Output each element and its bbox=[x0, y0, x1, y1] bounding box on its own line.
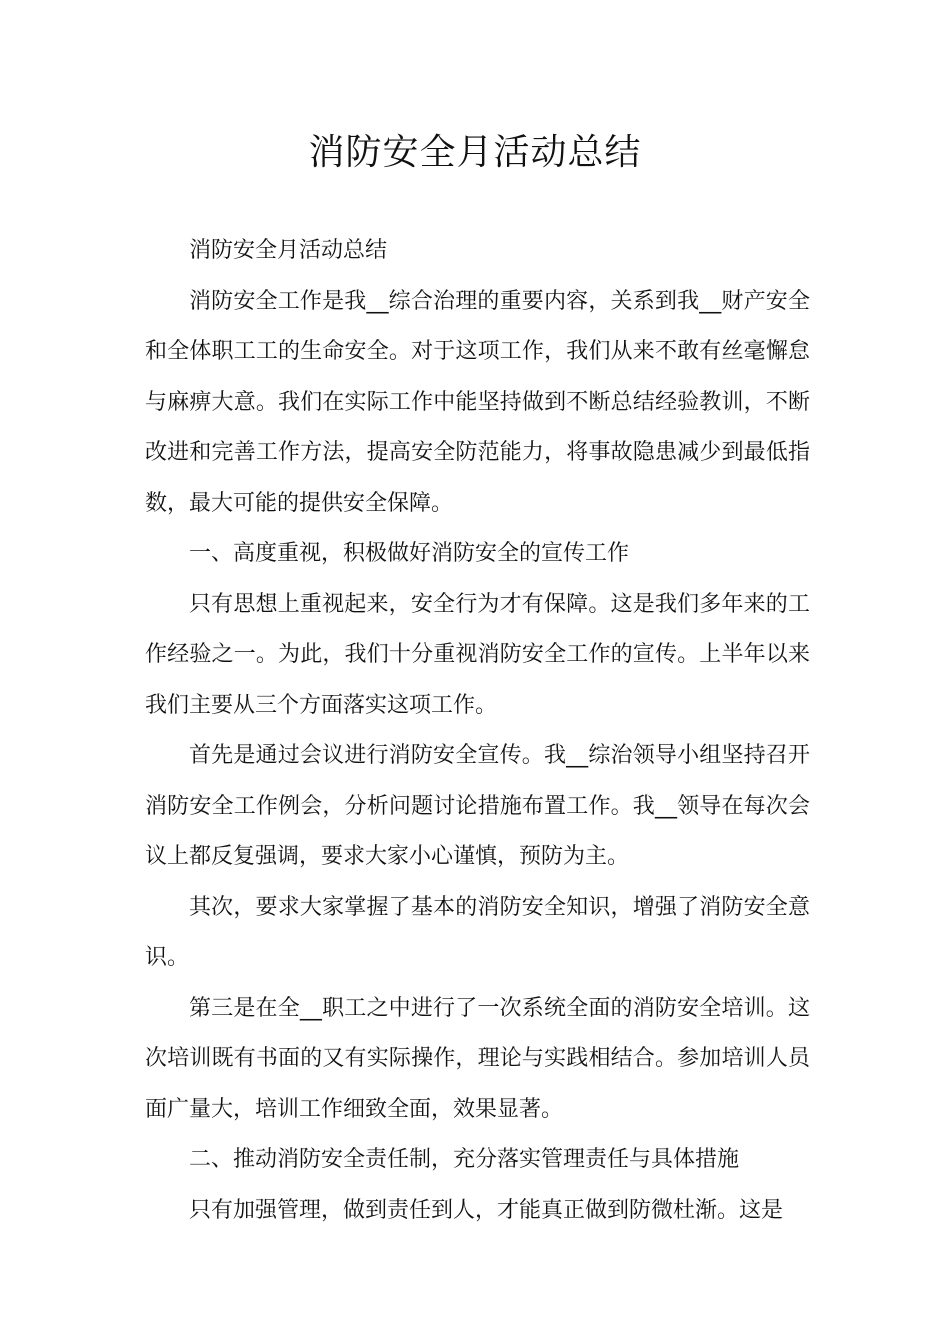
paragraph: 第三是在全__职工之中进行了一次系统全面的消防安全培训。这次培训既有书面的又有实际操作，理论与实践相结合。参加培训人员面广量大，培训工作细致全面，效果显著。 bbox=[145, 995, 810, 1122]
paragraph-intro: 消防安全工作是我__综合治理的重要内容，关系到我__财产安全和全体职工工的生命安全。对于这项工作，我们从来不敢有丝毫懈怠与麻痹大意。我们在实际工作中能坚持做到不断总结经验教训，不断改进和完善工作方法，提高安全防范能力，将事故隐患减少到最低指数，最大可能的提供安全保障。 bbox=[145, 288, 810, 516]
paragraph: 首先是通过会议进行消防安全宣传。我__综治领导小组坚持召开消防安全工作例会，分析问题讨论措施布置工作。我__领导在每次会议上都反复强调，要求大家小心谨慎，预防为主。 bbox=[145, 743, 810, 869]
paragraph: 其次，要求大家掌握了基本的消防安全知识，增强了消防安全意识。 bbox=[145, 894, 810, 970]
paragraph-subtitle: 消防安全月活动总结 bbox=[189, 238, 388, 263]
paragraph: 只有思想上重视起来，安全行为才有保障。这是我们多年来的工作经验之一。为此，我们十分重视消防安全工作的宣传。上半年以来我们主要从三个方面落实这项工作。 bbox=[145, 591, 810, 718]
section-heading-2: 二、推动消防安全责任制，充分落实管理责任与具体措施 bbox=[189, 1147, 740, 1172]
document-body bbox=[145, 226, 810, 1236]
section-heading-1: 一、高度重视，积极做好消防安全的宣传工作 bbox=[189, 541, 630, 566]
paragraph: 只有加强管理，做到责任到人，才能真正做到防微杜渐。这是 bbox=[189, 1197, 784, 1223]
document-title: 消防安全月活动总结 bbox=[308, 132, 642, 173]
